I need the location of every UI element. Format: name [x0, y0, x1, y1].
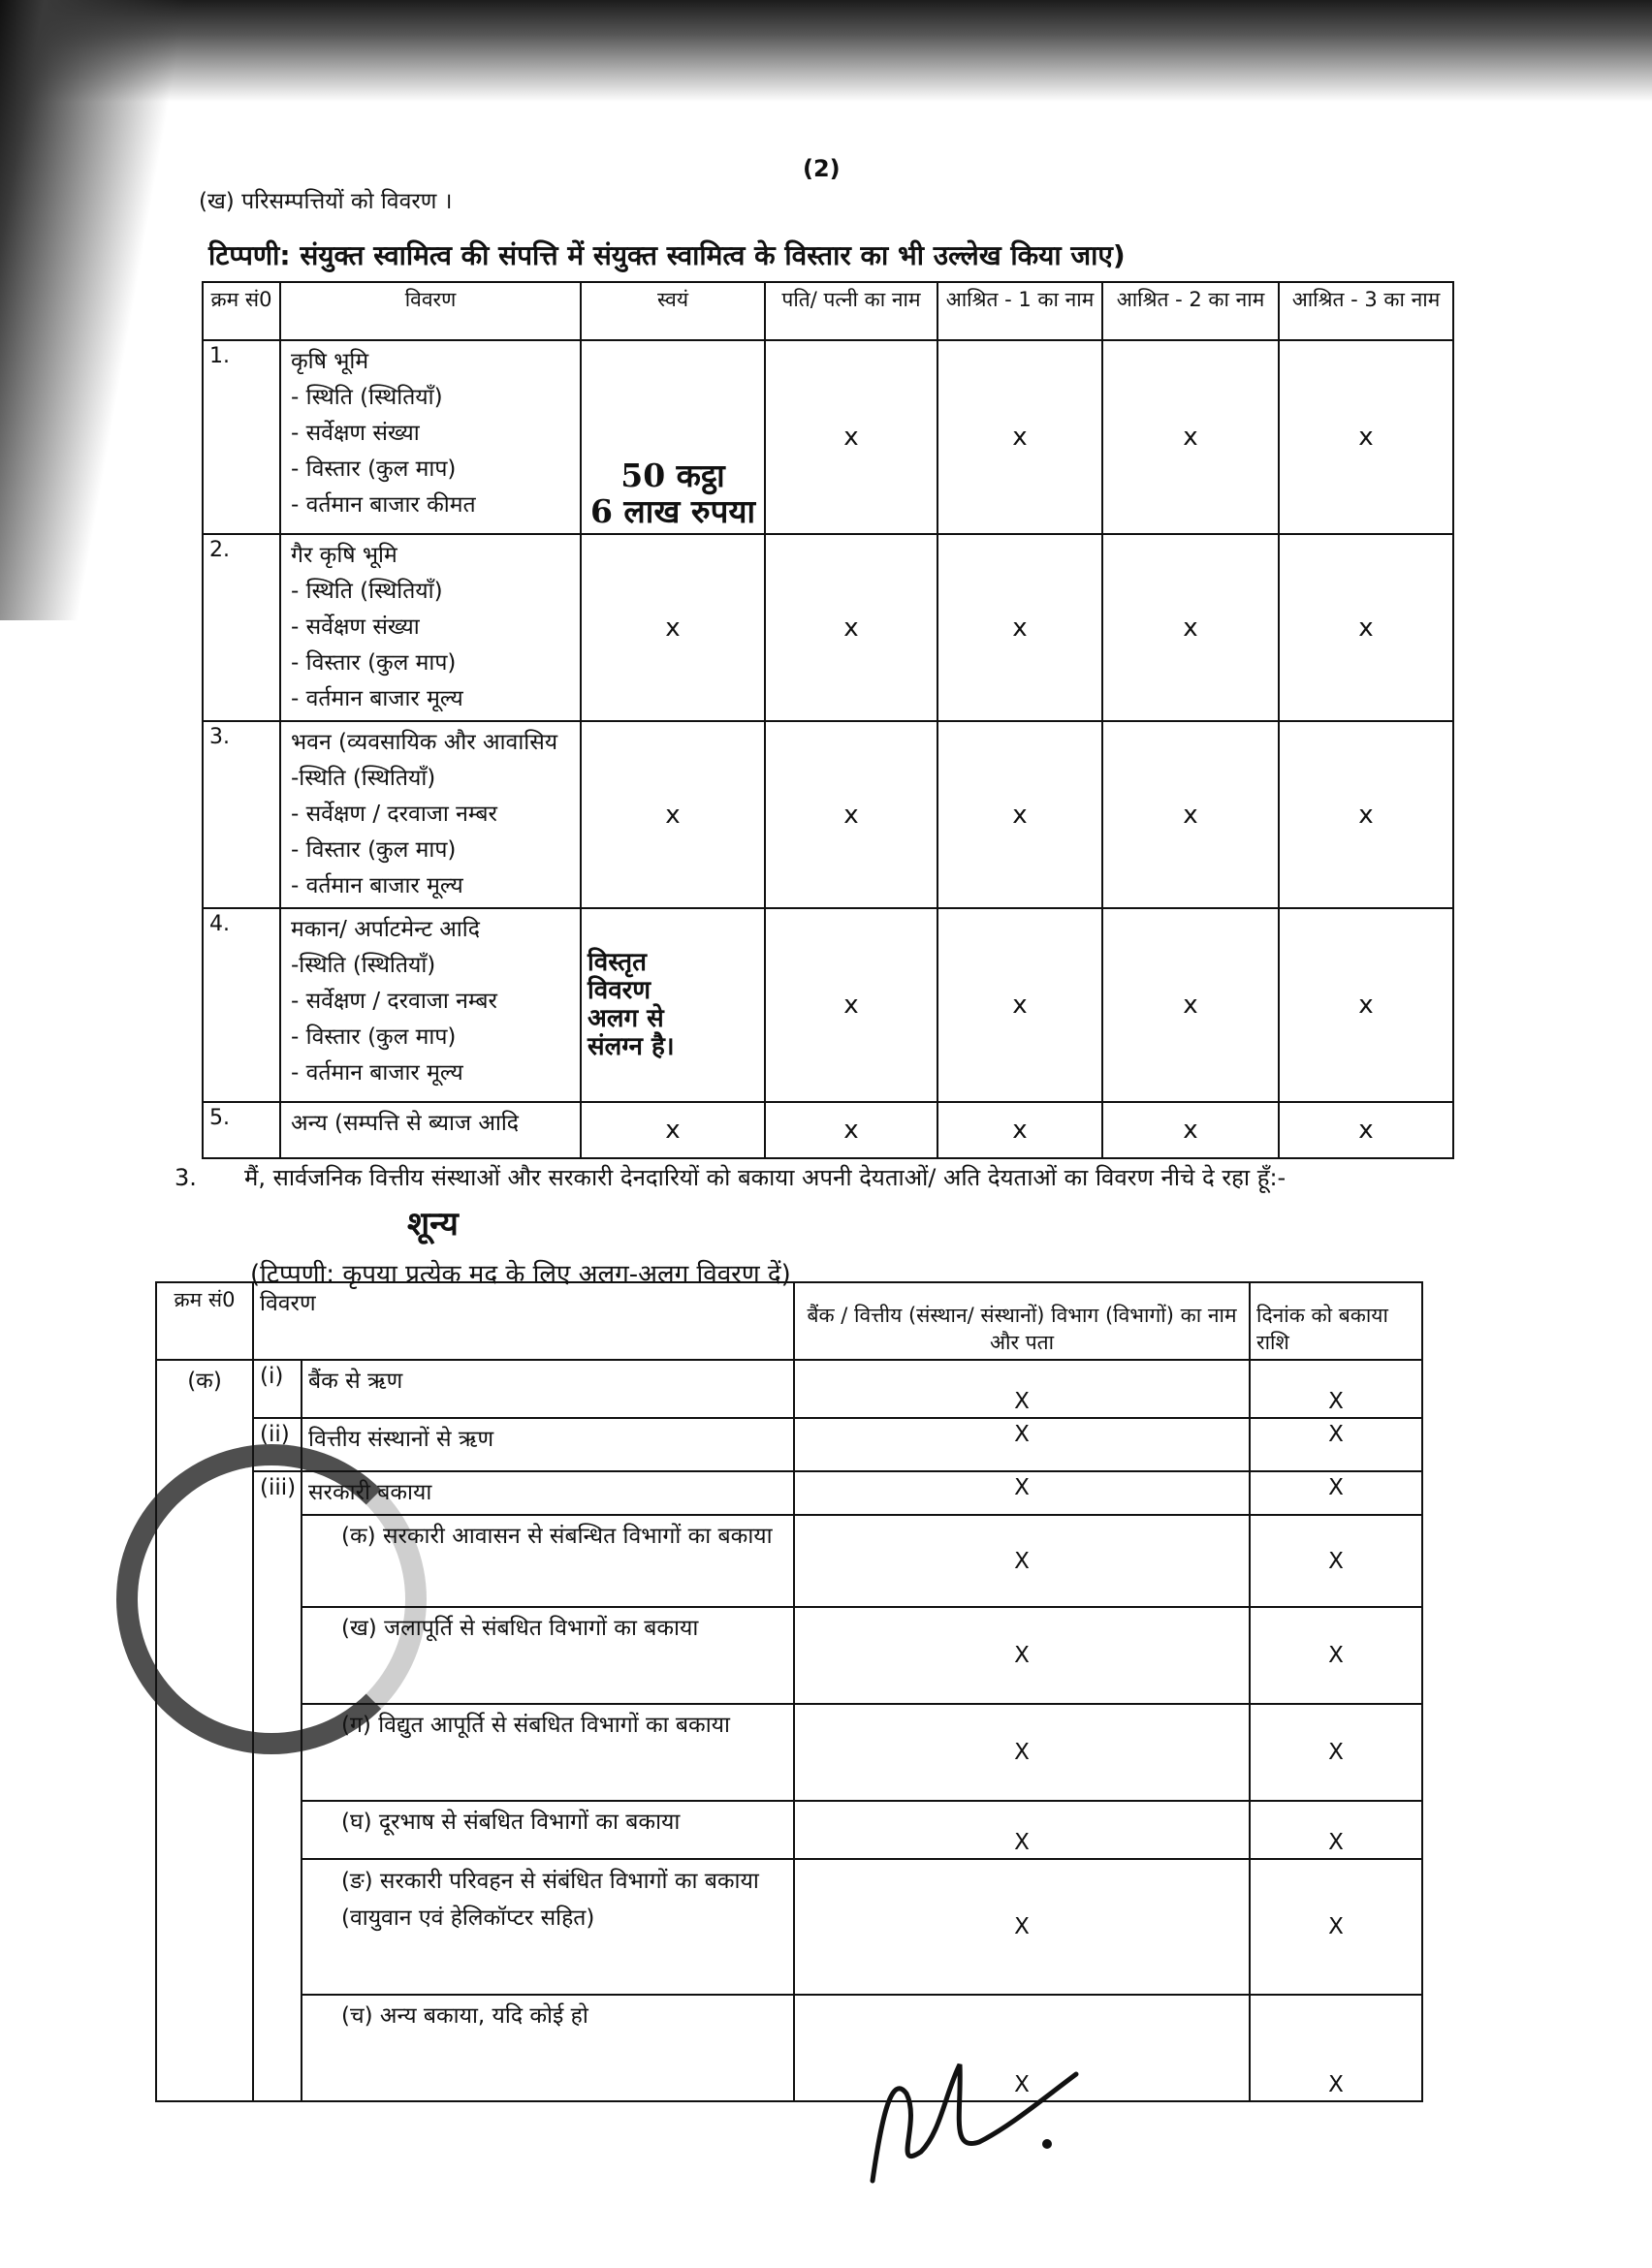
asset-line: - सर्वेक्षण / दरवाजा नम्बर	[291, 989, 497, 1014]
liab-row-num: (iii)	[253, 1471, 302, 2101]
liab-row-desc: सरकारी बकाया	[302, 1471, 794, 1515]
liab-amount-value: X	[1250, 1801, 1422, 1859]
scan-top-edge	[0, 0, 1652, 107]
asset-desc	[280, 340, 581, 534]
liab-row-desc: बैंक से ऋण	[302, 1360, 794, 1418]
asset-line: - वर्तमान बाजार कीमत	[291, 492, 476, 518]
liab-bank-value: X	[794, 1704, 1250, 1801]
asset-title: भवन (व्यवसायिक और आवासिय	[291, 730, 558, 755]
asset-dep2-value: x	[1102, 721, 1279, 908]
asset-title: कृषि भूमि	[291, 349, 369, 374]
liab-bank-value: X	[794, 1471, 1250, 1515]
asset-sn: 4.	[203, 908, 280, 1102]
asset-line: - सर्वेक्षण संख्या	[291, 614, 420, 640]
liab-sub-label: (ख)	[341, 1616, 377, 1641]
liab-amount-value: X	[1250, 1995, 1422, 2101]
header-dep2: आश्रित - 2 का नाम	[1102, 282, 1279, 340]
liab-row-desc: वित्तीय संस्थानों से ऋण	[302, 1418, 794, 1471]
liab-sub-desc: जलापूर्ति से संबधित विभागों का बकाया	[384, 1616, 699, 1641]
liab-group-label: (क)	[156, 1360, 253, 2101]
liab-sub-label: (ग)	[341, 1713, 371, 1738]
liab-amount-value: X	[1250, 1515, 1422, 1607]
asset-sn: 2.	[203, 534, 280, 721]
asset-line: -स्थिति (स्थितियाँ)	[291, 766, 436, 791]
official-stamp	[116, 1444, 427, 1754]
asset-row	[203, 534, 1453, 721]
liab-bank-value: X	[794, 1801, 1250, 1859]
liab-header-sn: क्रम सं0	[156, 1282, 253, 1360]
asset-line: - विस्तार (कुल माप)	[291, 1024, 457, 1050]
header-dep1: आश्रित - 1 का नाम	[937, 282, 1102, 340]
asset-line: - सर्वेक्षण संख्या	[291, 421, 420, 446]
asset-spouse-value: x	[765, 340, 937, 534]
liab-sub-desc: अन्य बकाया, यदि कोई हो	[379, 2003, 588, 2029]
asset-line: - विस्तार (कुल माप)	[291, 837, 457, 863]
asset-spouse-value: x	[765, 721, 937, 908]
liab-row-desc	[302, 1704, 794, 1801]
asset-dep3-value: x	[1279, 534, 1453, 721]
liab-bank-value: X	[794, 1995, 1250, 2101]
liab-bank-value: X	[794, 1515, 1250, 1607]
liab-bank-value: X	[794, 1418, 1250, 1471]
signature	[853, 2035, 1105, 2190]
asset-spouse-value: x	[765, 534, 937, 721]
assets-table	[202, 281, 1454, 1159]
asset-desc	[280, 908, 581, 1102]
liab-header-bank: बैंक / वित्तीय (संस्थान/ संस्थानों) विभाग (विभागों) का नाम और पता	[794, 1282, 1250, 1360]
liab-amount-value: X	[1250, 1360, 1422, 1418]
liab-sub-desc: दूरभाष से संबधित विभागों का बकाया	[378, 1810, 681, 1835]
header-desc: विवरण	[280, 282, 581, 340]
asset-dep2-value: x	[1102, 340, 1279, 534]
liab-header-amount: दिनांक को बकाया राशि	[1250, 1282, 1422, 1360]
scan-left-edge	[0, 0, 194, 620]
asset-dep2-value: x	[1102, 1102, 1279, 1158]
asset-line: - वर्तमान बाजार मूल्य	[291, 1060, 463, 1086]
section-3-text: मैं, सार्वजनिक वित्तीय संस्थाओं और सरकारी देनदारियों को बकाया अपनी देयताओं/ अति देयताओं का विवरण नीचे दे रहा हूँ:-	[244, 1164, 1287, 1191]
section-kha-title: (ख) परिसम्पत्तियों को विवरण ।	[199, 189, 453, 214]
asset-dep3-value: x	[1279, 340, 1453, 534]
asset-spouse-value: x	[765, 1102, 937, 1158]
liab-amount-value: X	[1250, 1471, 1422, 1515]
liab-bank-value: X	[794, 1360, 1250, 1418]
asset-line: - सर्वेक्षण / दरवाजा नम्बर	[291, 802, 497, 827]
asset-line: - विस्तार (कुल माप)	[291, 650, 457, 676]
asset-line: - वर्तमान बाजार मूल्य	[291, 873, 463, 898]
liab-row-num: (ii)	[253, 1418, 302, 1471]
asset-dep3-value: x	[1279, 1102, 1453, 1158]
asset-dep1-value: x	[937, 1102, 1102, 1158]
assets-header-row	[203, 282, 1453, 340]
asset-line: - वर्तमान बाजार मूल्य	[291, 686, 463, 711]
asset-sn: 3.	[203, 721, 280, 908]
liab-row	[156, 1360, 1422, 1418]
asset-dep2-value: x	[1102, 534, 1279, 721]
liab-row	[156, 1801, 1422, 1859]
liab-row-desc	[302, 1859, 794, 1995]
liab-amount-value: X	[1250, 1859, 1422, 1995]
liab-amount-value: X	[1250, 1607, 1422, 1704]
asset-self-value: x	[581, 721, 765, 908]
asset-dep2-value: x	[1102, 908, 1279, 1102]
liab-header-row	[156, 1282, 1422, 1360]
section-3-number: 3.	[175, 1164, 197, 1191]
asset-line: -स्थिति (स्थितियाँ)	[291, 953, 436, 978]
asset-sn: 5.	[203, 1102, 280, 1158]
asset-dep3-value: x	[1279, 908, 1453, 1102]
asset-self-value: x	[581, 534, 765, 721]
liab-row-num: (i)	[253, 1360, 302, 1418]
header-spouse: पति/ पत्नी का नाम	[765, 282, 937, 340]
liab-bank-value: X	[794, 1607, 1250, 1704]
liab-sub-label: (ङ)	[341, 1869, 373, 1894]
asset-title: गैर कृषि भूमि	[291, 543, 397, 568]
asset-desc	[280, 721, 581, 908]
asset-sn: 1.	[203, 340, 280, 534]
asset-line: - स्थिति (स्थितियाँ)	[291, 579, 443, 604]
asset-desc	[280, 534, 581, 721]
asset-dep1-value: x	[937, 908, 1102, 1102]
asset-self-value: 50 कट्ठा 6 लाख रुपया	[581, 340, 765, 534]
asset-row	[203, 340, 1453, 534]
asset-dep1-value: x	[937, 721, 1102, 908]
section-3-note: (टिप्पणी: कृपया प्रत्येक मद के लिए अलग-अलग विवरण दें)	[250, 1260, 791, 1289]
handwritten-nil: शून्य	[407, 1205, 459, 1244]
liab-row-desc	[302, 1995, 794, 2101]
asset-title: मकान/ अर्पाटमेन्ट आदि	[291, 917, 480, 942]
asset-line: - विस्तार (कुल माप)	[291, 457, 457, 482]
page-number: (2)	[803, 155, 841, 182]
asset-line: - स्थिति (स्थितियाँ)	[291, 385, 443, 410]
liab-sub-label: (क)	[341, 1524, 376, 1549]
header-sn: क्रम सं0	[203, 282, 280, 340]
liab-bank-value: X	[794, 1859, 1250, 1995]
asset-dep3-value: x	[1279, 721, 1453, 908]
header-dep3: आश्रित - 3 का नाम	[1279, 282, 1453, 340]
liab-sub-desc: सरकारी परिवहन से संबंधित विभागों का बकाया (वायुवान एवं हेलिकॉप्टर सहित)	[341, 1869, 759, 1931]
header-self: स्वयं	[581, 282, 765, 340]
section-kha-note: टिप्पणी: संयुक्त स्वामित्व की संपत्ति में संयुक्त स्वामित्व के विस्तार का भी उल्लेख किया जाए)	[208, 239, 1126, 271]
liab-amount-value: X	[1250, 1704, 1422, 1801]
asset-row	[203, 908, 1453, 1102]
asset-self-value: विस्तृत विवरण अलग से संलग्न है।	[581, 908, 765, 1102]
asset-dep1-value: x	[937, 340, 1102, 534]
asset-title: अन्य (सम्पत्ति से ब्याज आदि	[291, 1111, 520, 1136]
liab-row	[156, 1995, 1422, 2101]
liab-header-desc: विवरण	[253, 1282, 794, 1360]
liab-sub-desc: विद्युत आपूर्ति से संबधित विभागों का बकाया	[378, 1713, 730, 1738]
asset-spouse-value: x	[765, 908, 937, 1102]
liab-sub-desc: सरकारी आवासन से संबन्धित विभागों का बकाया	[382, 1524, 773, 1549]
asset-desc	[280, 1102, 581, 1158]
liab-amount-value: X	[1250, 1418, 1422, 1471]
asset-dep1-value: x	[937, 534, 1102, 721]
asset-row	[203, 721, 1453, 908]
liab-row-desc	[302, 1801, 794, 1859]
asset-row	[203, 1102, 1453, 1158]
asset-self-value: x	[581, 1102, 765, 1158]
liab-sub-label: (घ)	[341, 1810, 372, 1835]
liab-sub-label: (च)	[341, 2003, 373, 2029]
liab-row	[156, 1859, 1422, 1995]
